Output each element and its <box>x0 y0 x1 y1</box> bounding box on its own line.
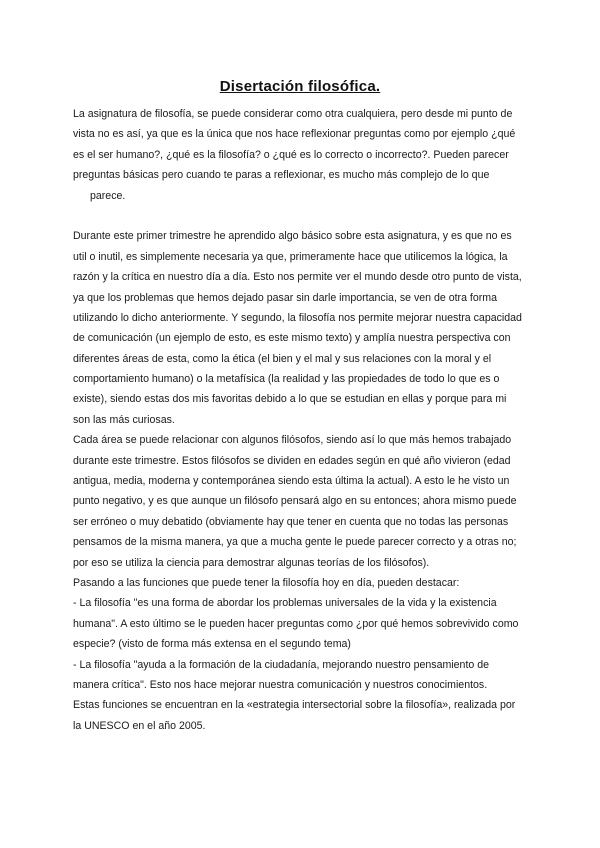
text-line: razón y la crítica en nuestro día a día. Esto nos permite ver el mundo desde otro punto de vista, <box>73 271 522 284</box>
text-line: pensamos de la misma manera, ya que a mucha gente le puede parecer correcto y a otras no; <box>73 536 517 549</box>
text-line: parece. <box>90 189 126 202</box>
text-line: la UNESCO en el año 2005. <box>73 719 206 732</box>
text-line: util o inutil, es simplemente necesaria ya que, primeramente hace que utilicemos la lógica, la <box>73 250 508 263</box>
text-line: humana". A esto último se le pueden hacer preguntas como ¿por qué hemos sobrevivido como <box>73 617 519 630</box>
text-line: utilizando lo dicho anteriormente. Y segundo, la filosofía nos permite mejorar nuestra capacidad <box>73 311 522 324</box>
text-line: manera crítica". Esto nos hace mejorar nuestra comunicación y nuestros conocimientos. <box>73 678 488 691</box>
list-item-line: - La filosofía "es una forma de abordar los problemas universales de la vida y la existencia <box>73 597 497 610</box>
text-line: durante este trimestre. Estos filósofos se dividen en edades según en qué año vivieron (edad <box>73 454 511 467</box>
text-line: es el ser humano?, ¿qué es la filosofía? o ¿qué es lo correcto o incorrecto?. Pueden parecer <box>73 148 509 161</box>
text-line: son las más curiosas. <box>73 413 175 426</box>
paragraph-gap <box>73 206 533 226</box>
text-line: especie? (visto de forma más extensa en el segundo tema) <box>73 638 351 651</box>
text-line: Cada área se puede relacionar con algunos filósofos, siendo así lo que más hemos trabajado <box>73 434 512 447</box>
text-line: Pasando a las funciones que puede tener la filosofía hoy en día, pueden destacar: <box>73 576 460 589</box>
list-item-line: - La filosofía "ayuda a la formación de la ciudadanía, mejorando nuestro pensamiento de <box>73 658 490 671</box>
text-line: comportamiento humano) o la metafísica (la realidad y las propiedades de todo lo que es o <box>73 373 500 386</box>
text-line: ser erróneo o muy debatido (obviamente hay que tener en cuenta que no todas las personas <box>73 515 509 528</box>
text-line: antigua, media, moderna y contemporánea siendo esta última la actual). A esto le he visto un <box>73 475 510 488</box>
text-line: vista no es así, ya que es la única que nos hace reflexionar preguntas como por ejemplo ¿qué <box>73 128 516 141</box>
text-line: preguntas básicas pero cuando te paras a reflexionar, es mucho más complejo de lo que <box>73 169 490 182</box>
text-line: Estas funciones se encuentran en la «estrategia intersectorial sobre la filosofía», realizada por <box>73 699 516 712</box>
text-line: La asignatura de filosofía, se puede considerar como otra cualquiera, pero desde mi punto de <box>73 108 513 120</box>
text-line: Durante este primer trimestre he aprendido algo básico sobre esta asignatura, y es que no es <box>73 230 512 243</box>
document-body <box>73 104 533 736</box>
text-line: existe), siendo estas dos mis favoritas debido a lo que se estudian en ellas y porque para mi <box>73 393 507 406</box>
page-title: Disertación filosófica. <box>219 78 381 95</box>
text-line: por eso se utiliza la ciencia para demostrar algunas teorías de los filósofos). <box>73 556 430 569</box>
text-line: de comunicación (un ejemplo de esto, es este mismo texto) y amplía nuestra perspectiva con <box>73 332 511 345</box>
text-line: punto negativo, y es que aunque un filósofo pensará algo en su entonces; ahora mismo puede <box>73 495 517 508</box>
text-line: ya que los problemas que hemos dejado pasar sin darle importancia, se ven de otra forma <box>73 291 497 304</box>
text-line: diferentes áreas de esta, como la ética (el bien y el mal y sus relaciones con la moral y el <box>73 352 492 365</box>
